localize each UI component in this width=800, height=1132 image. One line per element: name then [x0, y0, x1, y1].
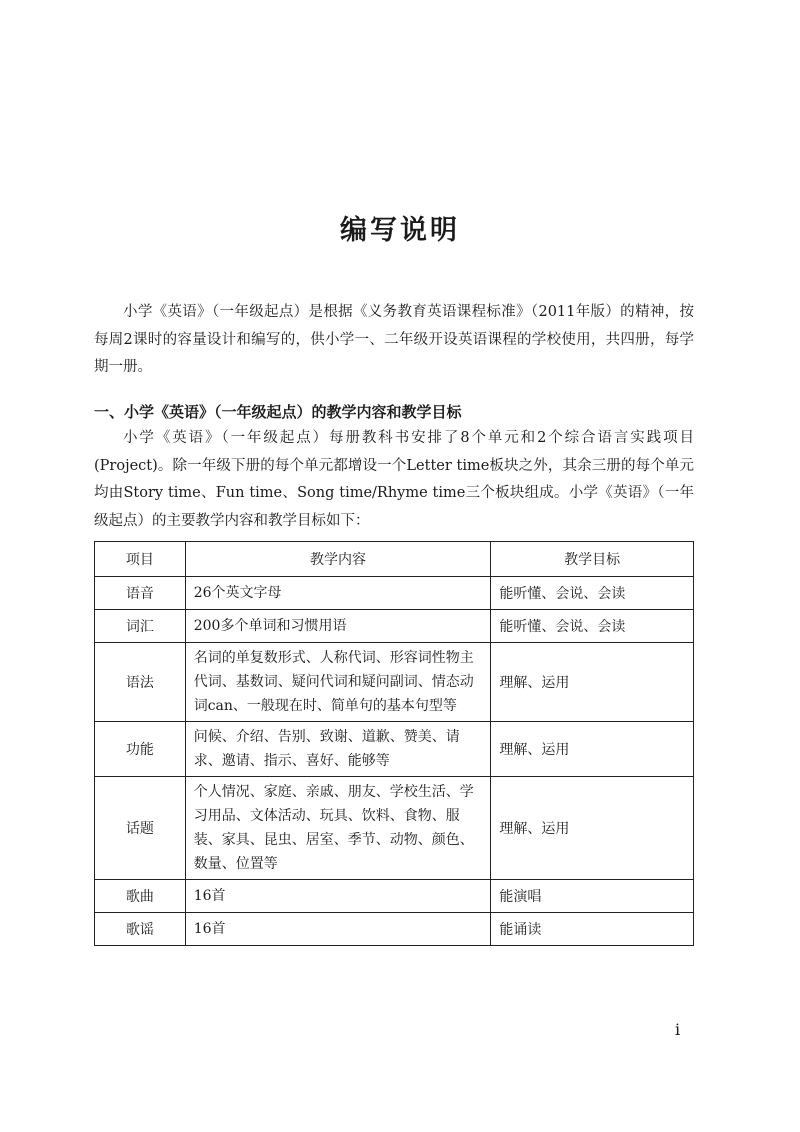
table-row	[95, 610, 694, 643]
row-item: 语法	[95, 643, 186, 722]
row-content: 个人情况、家庭、亲戚、朋友、学校生活、学习用品、文体活动、玩具、饮料、食物、服装、家具、昆虫、居室、季节、动物、颜色、数量、位置等	[185, 777, 491, 880]
table-row	[95, 880, 694, 913]
row-content: 26个英文字母	[185, 577, 491, 610]
row-item: 话题	[95, 777, 186, 880]
table-row	[95, 722, 694, 777]
page-title: 编写说明	[340, 215, 460, 246]
row-content: 名词的单复数形式、人称代词、形容词性物主代词、基数词、疑问代词和疑问副词、情态动词can、一般现在时、简单句的基本句型等	[185, 643, 491, 722]
row-content: 16首	[185, 913, 491, 946]
page-number: i	[675, 1020, 681, 1039]
table-header-row	[95, 542, 694, 577]
table-row	[95, 913, 694, 946]
row-goal: 理解、运用	[491, 777, 694, 880]
row-goal: 能听懂、会说、会读	[491, 577, 694, 610]
row-goal: 能演唱	[491, 880, 694, 913]
table-row	[95, 643, 694, 722]
row-item: 语音	[95, 577, 186, 610]
header-item: 项目	[95, 542, 186, 577]
row-goal: 能听懂、会说、会读	[491, 610, 694, 643]
table-row	[95, 777, 694, 880]
row-item: 歌谣	[95, 913, 186, 946]
row-content: 200多个单词和习惯用语	[185, 610, 491, 643]
header-content: 教学内容	[185, 542, 491, 577]
row-item: 歌曲	[95, 880, 186, 913]
row-goal: 理解、运用	[491, 643, 694, 722]
row-goal: 理解、运用	[491, 722, 694, 777]
row-goal: 能诵读	[491, 913, 694, 946]
section-paragraph: 小学《英语》（一年级起点）每册教科书安排了8个单元和2个综合语言实践项目(Project)。除一年级下册的每个单元都增设一个Letter time板块之外，其余三册的每个单元均由Story time、Fun time、Song time/Rhyme time三个板块组成。小学《英语》（一年级起点）的主要教学内容和教学目标如下：	[94, 430, 694, 529]
header-goal: 教学目标	[491, 542, 694, 577]
section-heading: 一、小学《英语》（一年级起点）的教学内容和教学目标	[94, 403, 462, 421]
row-item: 功能	[95, 722, 186, 777]
row-content: 16首	[185, 880, 491, 913]
intro-paragraph: 小学《英语》（一年级起点）是根据《义务教育英语课程标准》（2011年版）的精神，按每周2课时的容量设计和编写的，供小学一、二年级开设英语课程的学校使用，共四册，每学期一册。	[94, 304, 694, 375]
row-content: 问候、介绍、告别、致谢、道歉、赞美、请求、邀请、指示、喜好、能够等	[185, 722, 491, 777]
row-item: 词汇	[95, 610, 186, 643]
table-row	[95, 577, 694, 610]
content-table	[94, 541, 694, 946]
